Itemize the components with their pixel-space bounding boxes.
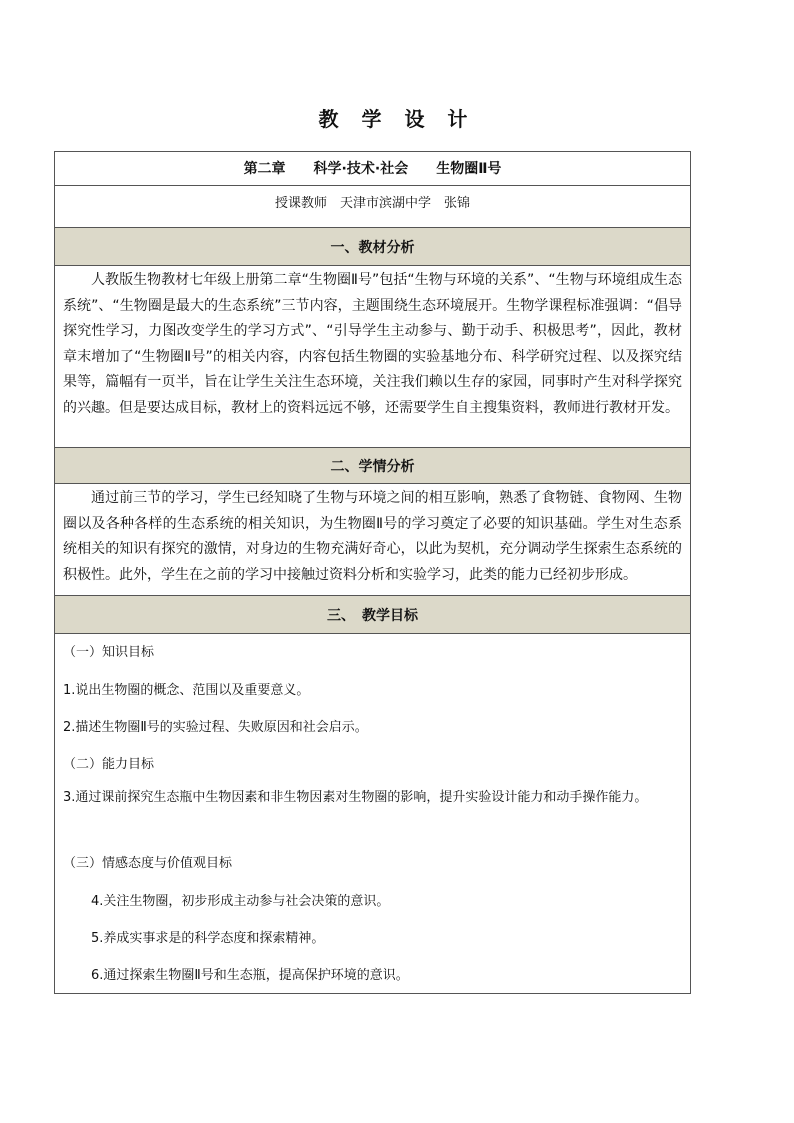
goal-category-ability: （二）能力目标 — [63, 757, 155, 772]
goal-category-attitude: （三）情感态度与价值观目标 — [63, 856, 233, 871]
goal-item: 3.通过课前探究生态瓶中生物因素和非生物因素对生物圈的影响，提升实验设计能力和动手操作能力。 — [63, 790, 648, 805]
student-analysis-cell — [55, 484, 690, 596]
section-heading-textbook-analysis: 一、教材分析 — [55, 228, 690, 266]
lesson-plan-table — [54, 151, 691, 994]
student-analysis-text: 通过前三节的学习，学生已经知晓了生物与环境之间的相互影响，熟悉了食物链、食物网、生物圈以及各种各样的生态系统的相关知识，为生物圈Ⅱ号的学习奠定了必要的知识基础。学生对生态系统相关的知识有探究的激情，对身边的生物充满好奇心，以此为契机，充分调动学生探索生态系统的积极性。此外，学生在之前的学习中接触过资料分析和实验学习，此类的能力已经初步形成。 — [63, 490, 682, 583]
document-title: 教 学 设 计 — [318, 107, 476, 131]
textbook-analysis-text: 人教版生物教材七年级上册第二章“生物圈Ⅱ号”包括“生物与环境的关系”、“生物与环境组成生态系统”、“生物圈是最大的生态系统”三节内容，主题围绕生态环境展开。生物学课程标准强调：“倡导探究性学习，力图改变学生的学习方式”、“引导学生主动参与、勤于动手、积极思考”，因此，教材章末增加了“生物圈Ⅱ号”的相关内容，内容包括生物圈的实验基地分布、科学研究过程、以及探究结果等，篇幅有一页半，旨在让学生关注生态环境，关注我们赖以生存的家园，同事时产生对科学探究的兴趣。但是要达成目标，教材上的资料远远不够，还需要学生自主搜集资料，教师进行教材开发。 — [63, 272, 682, 416]
goal-category-knowledge: （一）知识目标 — [63, 645, 155, 660]
goal-item: 4.关注生物圈，初步形成主动参与社会决策的意识。 — [91, 894, 390, 909]
goal-item: 2.描述生物圈Ⅱ号的实验过程、失败原因和社会启示。 — [63, 720, 368, 735]
teaching-goals-cell — [55, 634, 690, 993]
textbook-analysis-cell — [55, 266, 690, 448]
goal-item: 5.养成实事求是的科学态度和探索精神。 — [91, 931, 325, 946]
section-heading-student-analysis: 二、学情分析 — [55, 448, 690, 484]
teacher-info: 授课教师 天津市滨湖中学 张锦 — [55, 186, 690, 228]
goal-item: 6.通过探索生物圈Ⅱ号和生态瓶，提高保护环境的意识。 — [91, 968, 409, 983]
goal-item: 1.说出生物圈的概念、范围以及重要意义。 — [63, 683, 310, 698]
chapter-title: 第二章 科学·技术·社会 生物圈Ⅱ号 — [55, 152, 690, 186]
section-heading-teaching-goals: 三、 教学目标 — [55, 596, 690, 634]
